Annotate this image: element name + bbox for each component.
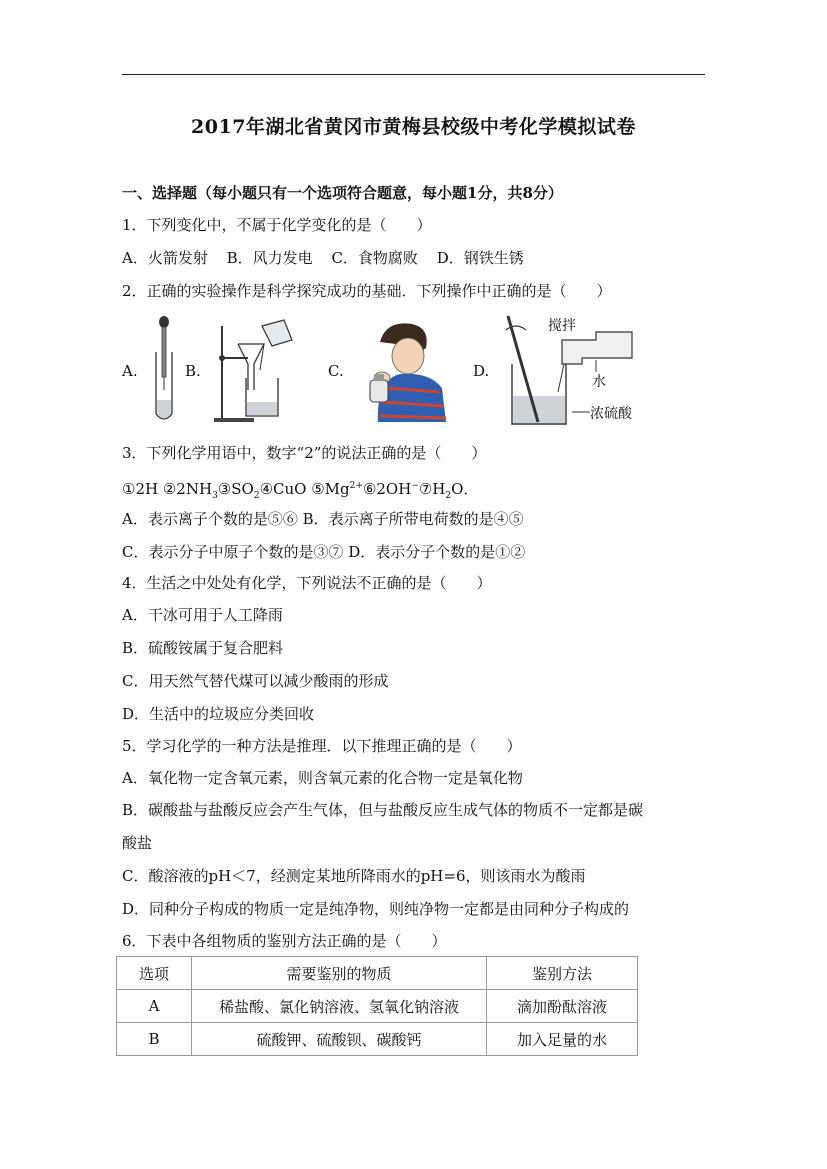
table-cell: 加入足量的水 [487, 1023, 638, 1056]
q2-option-a-label: A. [122, 362, 138, 380]
q3-item-2: ②2NH [162, 480, 213, 498]
acid-label: 浓硫酸 [590, 406, 632, 422]
stir-label: 搅拌 [548, 318, 576, 334]
q4-option-a: A．干冰可用于人工降雨 [122, 606, 283, 624]
q4-option-c: C．用天然气替代煤可以减少酸雨的形成 [122, 672, 389, 690]
q3-stem: 3．下列化学用语中，数字“2”的说法正确的是（ ） [122, 444, 487, 462]
q3-item-1: ①2H [122, 480, 159, 498]
q6-table [116, 956, 638, 1056]
table-cell: A [117, 990, 192, 1023]
q3-option-a: A．表示离子个数的是⑤⑥ [122, 510, 298, 528]
table-header-cell: 选项 [117, 957, 192, 990]
q1-stem: 1．下列变化中，不属于化学变化的是（ ） [122, 216, 432, 234]
table-cell: B [117, 1023, 192, 1056]
page-title: 2017年湖北省黄冈市黄梅县校级中考化学模拟试卷 [191, 116, 636, 138]
q1-option-a: A．火箭发射 [122, 249, 208, 267]
q3-item-3: ③SO [217, 480, 254, 498]
q2-option-d-label: D. [473, 362, 490, 380]
q3-item-3-sub: 2 [253, 491, 260, 501]
q3-item-5-sup: 2+ [349, 481, 363, 491]
q3-item-7-tail: O． [451, 480, 479, 498]
section-heading: 一、选择题（每小题只有一个选项符合题意，每小题1分，共8分） [122, 184, 563, 202]
q3-option-d: D．表示分子个数的是①② [348, 543, 526, 561]
q5-option-b-line1: B．碳酸盐与盐酸反应会产生气体，但与盐酸反应生成气体的物质不一定都是碳 [122, 801, 644, 819]
q3-option-b: B．表示离子所带电荷数的是④⑤ [302, 510, 524, 528]
q3-item-4: ④CuO [259, 480, 307, 498]
q5-option-c: C．酸溶液的pH＜7，经测定某地所降雨水的pH=6，则该雨水为酸雨 [122, 867, 586, 885]
q2-stem: 2．正确的实验操作是科学探究成功的基础．下列操作中正确的是（ ） [122, 282, 612, 300]
q6-stem: 6．下表中各组物质的鉴别方法正确的是（ ） [122, 932, 447, 950]
test-tube-dropper-figure [150, 312, 178, 424]
table-cell: 硫酸钾、硫酸钡、碳酸钙 [192, 1023, 487, 1056]
q3-item-7-sub: 2 [445, 491, 452, 501]
q3-option-c: C．表示分子中原子个数的是③⑦ [122, 543, 344, 561]
q5-option-a: A．氧化物一定含氧元素，则含氧元素的化合物一定是氧化物 [122, 769, 523, 787]
q3-item-2-sub: 3 [212, 491, 218, 501]
q3-row-ab [122, 509, 524, 529]
table-cell: 滴加酚酞溶液 [487, 990, 638, 1023]
q5-option-d: D．同种分子构成的物质一定是纯净物，则纯净物一定都是由同种分子构成的 [122, 900, 630, 918]
q3-items [122, 476, 478, 506]
table-row [117, 990, 638, 1023]
table-cell: 稀盐酸、氯化钠溶液、氢氧化钠溶液 [192, 990, 487, 1023]
header-rule [122, 74, 705, 75]
q3-row-cd [122, 542, 525, 562]
table-row [117, 1023, 638, 1056]
q1-option-b: B．风力发电 [226, 249, 313, 267]
q2-option-b-label: B. [185, 362, 201, 380]
table-header-cell: 鉴别方法 [487, 957, 638, 990]
q5-option-b-line2: 酸盐 [122, 834, 153, 852]
table-header-row [117, 957, 638, 990]
student-smelling-figure [360, 318, 446, 422]
water-label: 水 [592, 374, 606, 390]
q5-stem: 5．学习化学的一种方法是推理．以下推理正确的是（ ） [122, 737, 522, 755]
q3-item-7: ⑦H [418, 480, 446, 498]
q4-option-d: D．生活中的垃圾应分类回收 [122, 705, 315, 723]
q3-item-5: ⑤Mg [311, 480, 350, 498]
table-header-cell: 需要鉴别的物质 [192, 957, 487, 990]
filtration-figure [208, 318, 296, 426]
q1-option-c: C．食物腐败 [331, 249, 418, 267]
q3-item-6-sup: − [411, 481, 419, 491]
dilution-figure [498, 312, 640, 428]
q4-stem: 4．生活之中处处有化学，下列说法不正确的是（ ） [122, 574, 492, 592]
q3-item-6: ⑥2OH [362, 480, 412, 498]
q1-option-d: D．钢铁生锈 [436, 249, 524, 267]
q2-option-c-label: C. [328, 362, 344, 380]
q4-option-b: B．硫酸铵属于复合肥料 [122, 639, 284, 657]
q1-options [122, 248, 538, 268]
